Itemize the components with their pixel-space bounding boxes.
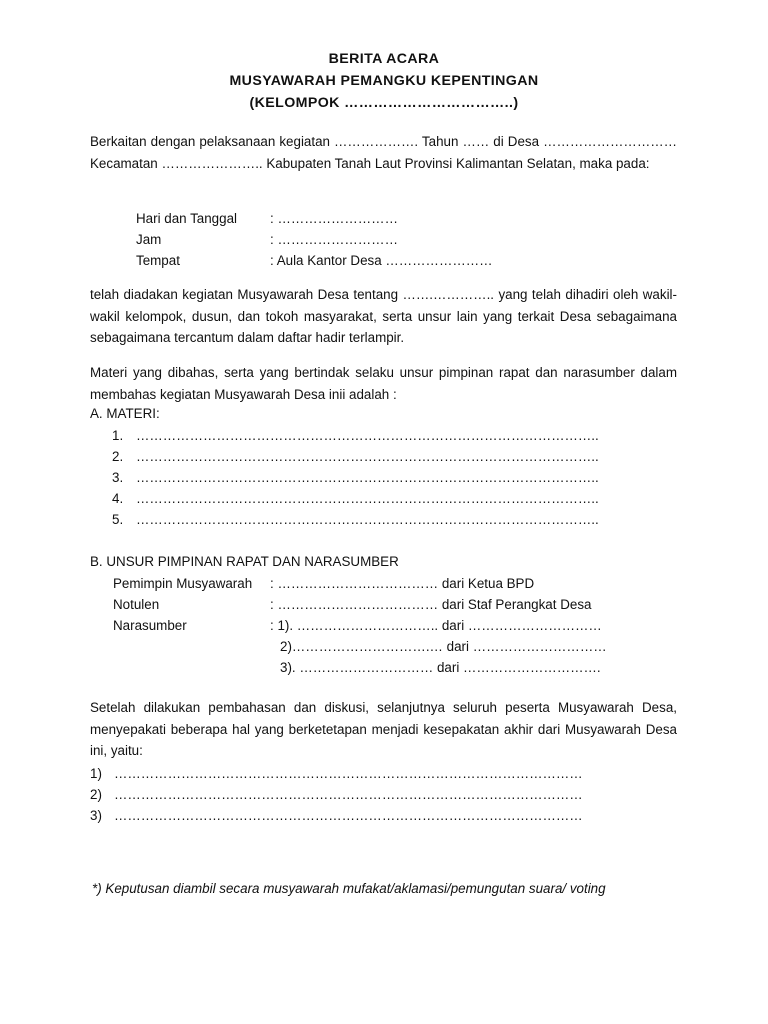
intro-paragraph: Berkaitan dengan pelaksanaan kegiatan ………………. Tahun …… di Desa ………………………… Kecamatan ………………….. Kabupaten Tanah Laut Provinsi Kalimantan Selatan, maka pada: [90, 134, 677, 171]
footnote: *) Keputusan diambil secara musyawarah mufakat/aklamasi/pemungutan suara/ voting [92, 881, 606, 896]
document-page: BERITA ACARA MUSYAWARAH PEMANGKU KEPENTINGAN (KELOMPOK ……………………………..) Berkaitan dengan pelaksanaan kegiatan ………………. Tahun …… di Desa ………………………… Kecamatan ………………….. Kabupaten Tanah Laut Provinsi Kalimantan Selatan, maka pada: Hari dan Tanggal : ……………………… Jam : ……………………… Tempat : Aula Kantor Desa …………………… telah diadakan kegiatan Musyawarah Desa tentang …….………….. yang telah dihadiri oleh wakil-wakil kelompok, dusun, dan tokoh masyarakat, serta unsur lain yang terkait Desa sebagaimana sebagaimana tercantum dalam daftar hadir terlampir. Materi yang dibahas, serta yang bertindak selaku unsur pimpinan rapat dan narasumber dalam membahas kegiatan Musyawarah Desa inii adalah : A. MATERI: 1. ………………………………………………………………………………………….. 2. ………………………………………………………………………………………….. 3. ………………………………………………………………………………………….. 4. ………………………………………………………………………………………….. 5. ………………………………………………………………………………………….. B. UNSUR PIMPINAN RAPAT DAN NARASUMBER Pemimpin Musyawarah : ……………………………… dari Ketua BPD Notulen : ……………………………… dari Staf Perangkat Desa Narasumber : 1). ………………………….. dari ………………………… 2)………………………….… dari ………………………… 3). ………………………… dari …………………………. Setelah dilakukan pembahasan dan diskusi, selanjutnya seluruh peserta Musyawarah Desa, menyepakati beberapa hal yang berketetapan menjadi kesepakatan akhir dari Musyawarah Desa ini, yaitu: 1) …………………………………………………………………………………………… 2) …………………………………………………………………………………………… 3) …………………………………………………………………………………………… *) Keputusan diambil secara musyawarah mufakat/aklamasi/pemungutan suara/ voting [0, 0, 768, 1024]
narasumber-row-2: 2)………………………….… dari ………………………… [280, 639, 607, 654]
narasumber-row-3: 3). ………………………… dari …………………………. [280, 660, 601, 675]
detail-label: Tempat [136, 253, 180, 268]
doc-subtitle: MUSYAWARAH PEMANGKU KEPENTINGAN [229, 73, 539, 89]
detail-value: : ……………………… [270, 232, 398, 247]
detail-label: Hari dan Tanggal [136, 211, 237, 226]
materi-paragraph: Materi yang dibahas, serta yang bertindak selaku unsur pimpinan rapat dan narasumber dalam membahas kegiatan Musyawarah Desa inii adalah : [90, 365, 677, 402]
detail-value: : ……………………… [270, 211, 398, 226]
doc-group: (KELOMPOK ……………………………..) [249, 95, 519, 111]
detail-label: Jam [136, 232, 162, 247]
activity-paragraph: telah diadakan kegiatan Musyawarah Desa tentang …….………….. yang telah dihadiri oleh wakil-wakil kelompok, dusun, dan tokoh masyarakat, serta unsur lain yang terkait Desa sebagaimana sebagaimana tercantum dalam daftar hadir terlampir. [90, 287, 677, 346]
agreement-paragraph: Setelah dilakukan pembahasan dan diskusi, selanjutnya seluruh peserta Musyawarah Desa, menyepakati beberapa hal yang berketetapan menjadi kesepakatan akhir dari Musyawarah Desa ini, yaitu: [90, 700, 677, 759]
section-a-heading [90, 403, 160, 424]
section-a-label: A. MATERI: [90, 406, 160, 421]
doc-title: BERITA ACARA [328, 51, 440, 67]
detail-value: : Aula Kantor Desa …………………… [270, 253, 493, 268]
section-b-label: B. UNSUR PIMPINAN RAPAT DAN NARASUMBER [90, 554, 399, 569]
section-b-heading [90, 551, 399, 572]
